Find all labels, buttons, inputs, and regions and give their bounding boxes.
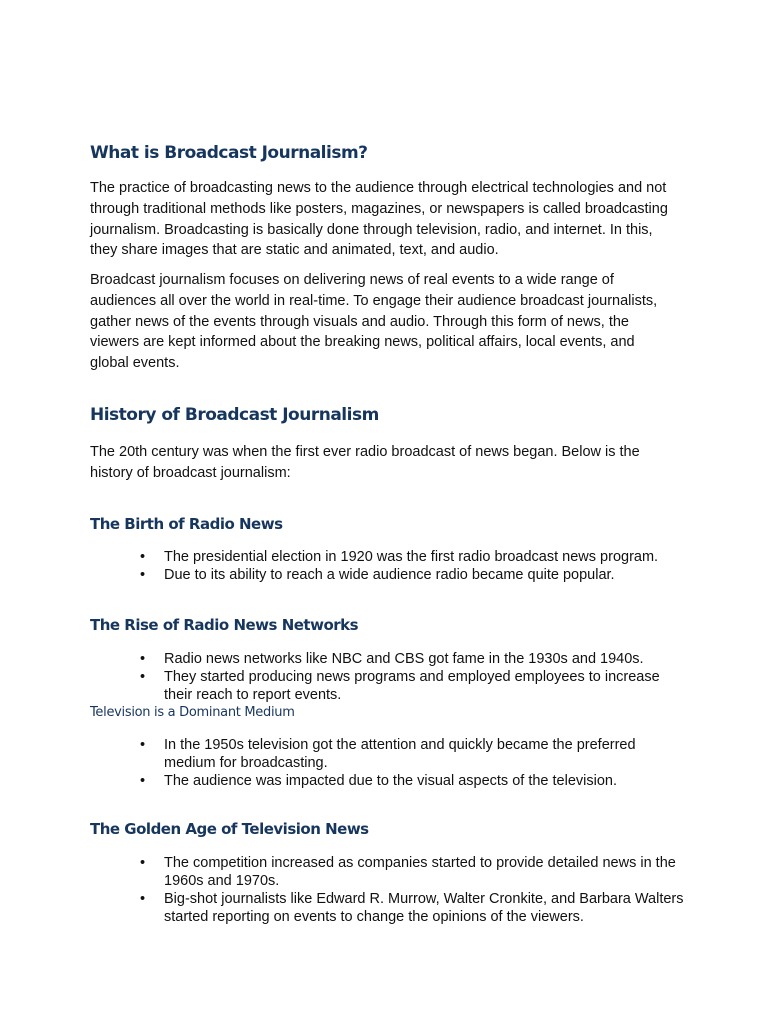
heading-birth-of-radio-news: The Birth of Radio News	[90, 515, 283, 533]
list-golden-age-television-news	[90, 854, 690, 926]
list-rise-of-radio-news-networks	[90, 650, 690, 704]
bullet-icon: •	[140, 651, 146, 667]
heading-golden-age-television-news: The Golden Age of Television News	[90, 820, 369, 838]
bullet-icon: •	[140, 669, 146, 685]
list-item: • Big-shot journalists like Edward R. Murrow, Walter Cronkite, and Barbara Walters started reporting on events to change the opinions of the viewers.	[140, 891, 684, 925]
bullet-icon: •	[140, 855, 146, 871]
list-item: • Due to its ability to reach a wide audience radio became quite popular.	[140, 567, 615, 583]
list-birth-of-radio-news	[90, 548, 690, 584]
heading-history: History of Broadcast Journalism	[90, 405, 379, 425]
bullet-icon: •	[140, 549, 146, 565]
bullet-icon: •	[140, 773, 146, 789]
list-item: • The presidential election in 1920 was the first radio broadcast news program.	[140, 549, 659, 565]
heading-rise-of-radio-news-networks: The Rise of Radio News Networks	[90, 616, 359, 634]
paragraph-history-intro: The 20th century was when the first ever radio broadcast of news began. Below is the history of broadcast journalism:	[90, 444, 640, 481]
paragraph-focus: Broadcast journalism focuses on delivering news of real events to a wide range of audiences all over the world in real-time. To engage their audience broadcast journalists, gather news of the events through visuals and audio. Through this form of news, the viewers are kept informed about the breaking news, political affairs, local events, and global events.	[90, 272, 658, 372]
list-item: • The competition increased as companies started to provide detailed news in the 1960s and 1970s.	[140, 855, 676, 889]
bullet-icon: •	[140, 567, 146, 583]
paragraph-definition: The practice of broadcasting news to the audience through electrical technologies and not through traditional methods like posters, magazines, or newspapers is called broadcasting journalism. Broadcasting is basically done through television, radio, and internet. In this, they share images that are static and animated, text, and audio.	[90, 180, 668, 259]
list-item: • In the 1950s television got the attention and quickly became the preferred medium for broadcasting.	[140, 737, 636, 771]
heading-television-dominant-medium: Television is a Dominant Medium	[90, 705, 295, 720]
list-television-dominant-medium	[90, 736, 690, 790]
heading-what-is-broadcast-journalism: What is Broadcast Journalism?	[90, 143, 368, 163]
bullet-icon: •	[140, 891, 146, 907]
list-item: • Radio news networks like NBC and CBS got fame in the 1930s and 1940s.	[140, 651, 644, 667]
bullet-icon: •	[140, 737, 146, 753]
list-item: • They started producing news programs and employed employees to increase their reach to report events.	[140, 669, 660, 703]
list-item: • The audience was impacted due to the visual aspects of the television.	[140, 773, 617, 789]
